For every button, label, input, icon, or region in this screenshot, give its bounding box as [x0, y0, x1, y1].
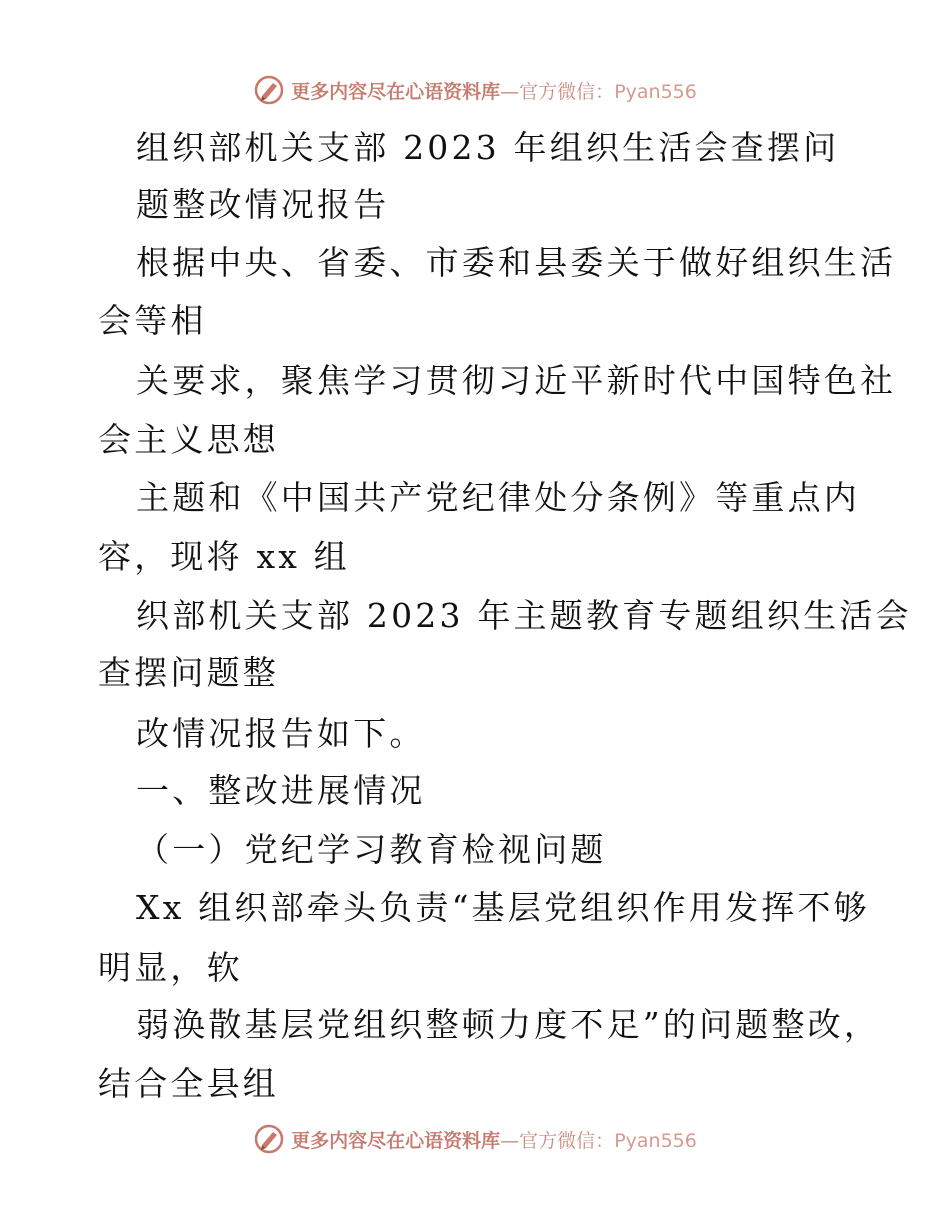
- doc-line: 容，现将 xx 组: [98, 537, 351, 576]
- pen-logo-icon: [253, 1123, 285, 1155]
- doc-line: 根据中央、省委、市委和县委关于做好组织生活: [136, 243, 897, 282]
- watermark-separator: —: [500, 80, 520, 103]
- doc-line: 关要求，聚焦学习贯彻习近平新时代中国特色社: [136, 361, 897, 400]
- doc-line: 弱涣散基层党组织整顿力度不足”的问题整改，: [136, 1005, 881, 1044]
- watermark-text: [291, 1126, 697, 1153]
- watermark-official: 官方微信：: [519, 80, 615, 103]
- doc-line: Xx 组织部牵头负责“基层党组织作用发挥不够: [136, 888, 870, 927]
- watermark-brand: 更多内容尽在心语资料库: [291, 80, 501, 103]
- watermark-brand: 更多内容尽在心语资料库: [291, 1129, 501, 1152]
- doc-line: 主题和《中国共产党纪律处分条例》等重点内: [136, 478, 860, 517]
- section-heading: 一、整改进展情况: [136, 771, 426, 810]
- doc-title-line-1: 组织部机关支部 2023 年组织生活会查摆问: [136, 128, 840, 167]
- doc-line: 结合全县组: [98, 1064, 279, 1103]
- doc-title-line-2: 题整改情况报告: [136, 185, 390, 224]
- subsection-heading: （一）党纪学习教育检视问题: [136, 830, 607, 869]
- watermark-official: 官方微信：: [519, 1129, 615, 1152]
- doc-line: 改情况报告如下。: [136, 714, 426, 753]
- watermark-account: Pyan556: [614, 1129, 697, 1152]
- watermark-separator: —: [500, 1129, 520, 1152]
- doc-line: 查摆问题整: [98, 653, 279, 692]
- doc-line: 明显，软: [98, 948, 243, 987]
- watermark-account: Pyan556: [614, 80, 697, 103]
- doc-line: 会等相: [98, 301, 207, 340]
- doc-line: 会主义思想: [98, 420, 279, 459]
- footer-watermark: [0, 1119, 950, 1159]
- doc-line: 织部机关支部 2023 年主题教育专题组织生活会: [136, 596, 912, 635]
